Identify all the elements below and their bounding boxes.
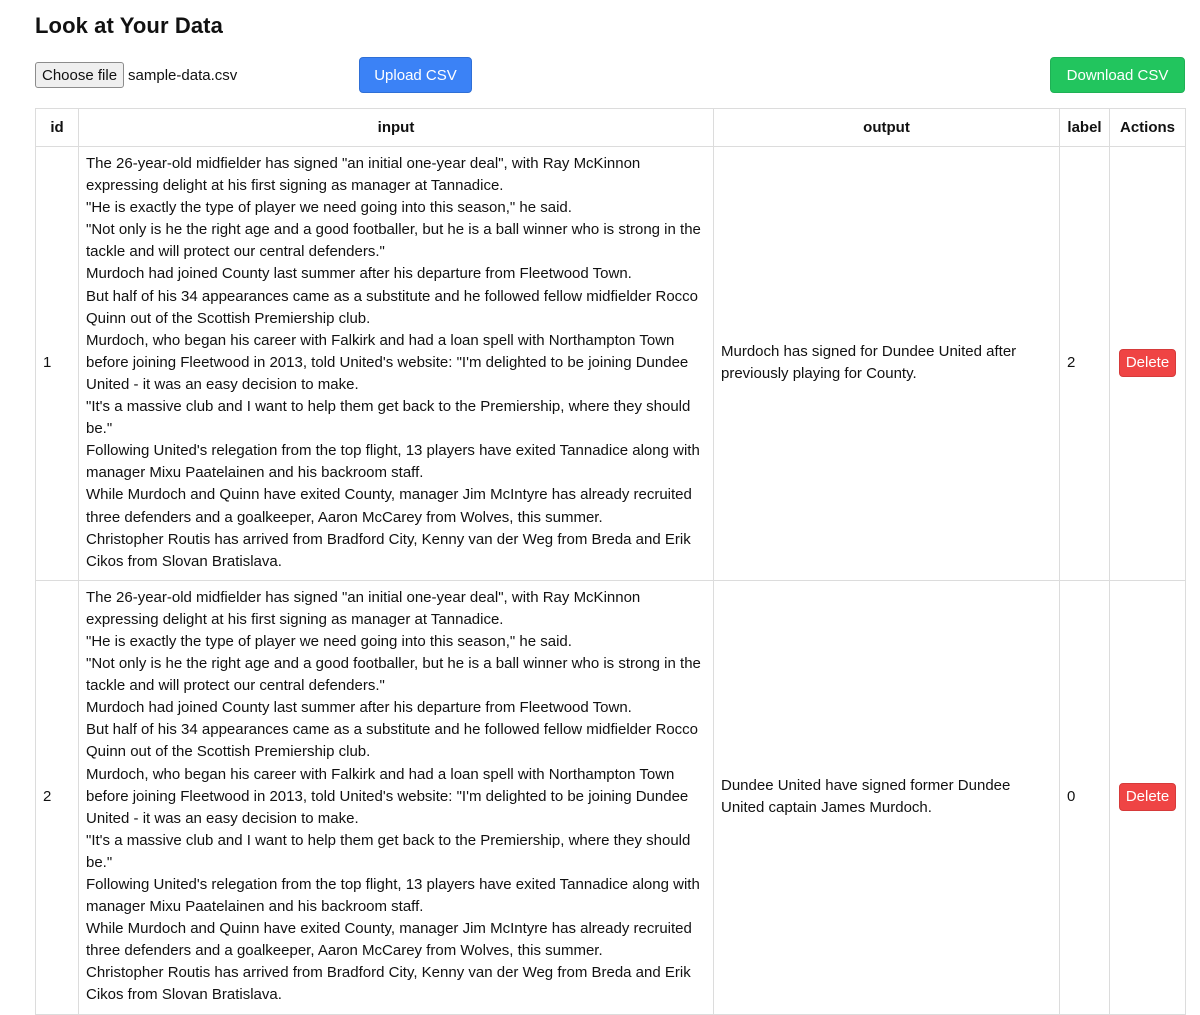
row-id: 1 [36, 147, 79, 581]
row-input: The 26-year-old midfielder has signed "an initial one-year deal", with Ray McKinnon expressing delight at his first signing as manager at Tannadice. "He is exactly the type of player we need going into this season," he said. "Not only is he the right age and a good footballer, but he is a ball winner who is strong in the tackle and will protect our central defenders." Murdoch had joined County last summer after his departure from Fleetwood Town. But half of his 34 appearances came as a substitute and he followed fellow midfielder Rocco Quinn out of the Scottish Premiership club. Murdoch, who began his career with Falkirk and had a loan spell with Northampton Town before joining Fleetwood in 2013, told United's website: "I'm delighted to be joining Dundee United - it was an easy decision to make. "It's a massive club and I want to help them get back to the Premiership, where they should be." Following United's relegation from the top flight, 13 players have exited Tannadice along with manager Mixu Paatelainen and his backroom staff. While Murdoch and Quinn have exited County, manager Jim McIntyre has already recruited three defenders and a goalkeeper, Aaron McCarey from Wolves, this summer. Christopher Routis has arrived from Bradford City, Kenny van der Weg from Breda and Erik Cikos from Slovan Bratislava. [79, 147, 714, 581]
page-title: Look at Your Data [35, 13, 223, 38]
header-output: output [714, 109, 1060, 147]
header-actions: Actions [1110, 109, 1186, 147]
upload-csv-button[interactable]: Upload CSV [359, 57, 472, 93]
table-row [36, 580, 1186, 1014]
download-csv-button[interactable]: Download CSV [1050, 57, 1185, 93]
row-label: 0 [1060, 580, 1110, 1014]
row-output: Dundee United have signed former Dundee United captain James Murdoch. [714, 580, 1060, 1014]
row-output: Murdoch has signed for Dundee United after previously playing for County. [714, 147, 1060, 581]
data-table [35, 108, 1186, 1015]
header-input: input [79, 109, 714, 147]
choose-file-button[interactable]: Choose file [35, 62, 124, 88]
delete-button[interactable]: Delete [1119, 783, 1176, 811]
row-input: The 26-year-old midfielder has signed "an initial one-year deal", with Ray McKinnon expressing delight at his first signing as manager at Tannadice. "He is exactly the type of player we need going into this season," he said. "Not only is he the right age and a good footballer, but he is a ball winner who is strong in the tackle and will protect our central defenders." Murdoch had joined County last summer after his departure from Fleetwood Town. But half of his 34 appearances came as a substitute and he followed fellow midfielder Rocco Quinn out of the Scottish Premiership club. Murdoch, who began his career with Falkirk and had a loan spell with Northampton Town before joining Fleetwood in 2013, told United's website: "I'm delighted to be joining Dundee United - it was an easy decision to make. "It's a massive club and I want to help them get back to the Premiership, where they should be." Following United's relegation from the top flight, 13 players have exited Tannadice along with manager Mixu Paatelainen and his backroom staff. While Murdoch and Quinn have exited County, manager Jim McIntyre has already recruited three defenders and a goalkeeper, Aaron McCarey from Wolves, this summer. Christopher Routis has arrived from Bradford City, Kenny van der Weg from Breda and Erik Cikos from Slovan Bratislava. [79, 580, 714, 1014]
row-id: 2 [36, 580, 79, 1014]
delete-button[interactable]: Delete [1119, 349, 1176, 377]
selected-file-name: sample-data.csv [128, 66, 238, 84]
row-actions [1110, 580, 1186, 1014]
table-header-row [36, 109, 1186, 147]
file-picker [35, 62, 237, 88]
row-actions [1110, 147, 1186, 581]
header-label: label [1060, 109, 1110, 147]
table-row [36, 147, 1186, 581]
row-label: 2 [1060, 147, 1110, 581]
header-id: id [36, 109, 79, 147]
